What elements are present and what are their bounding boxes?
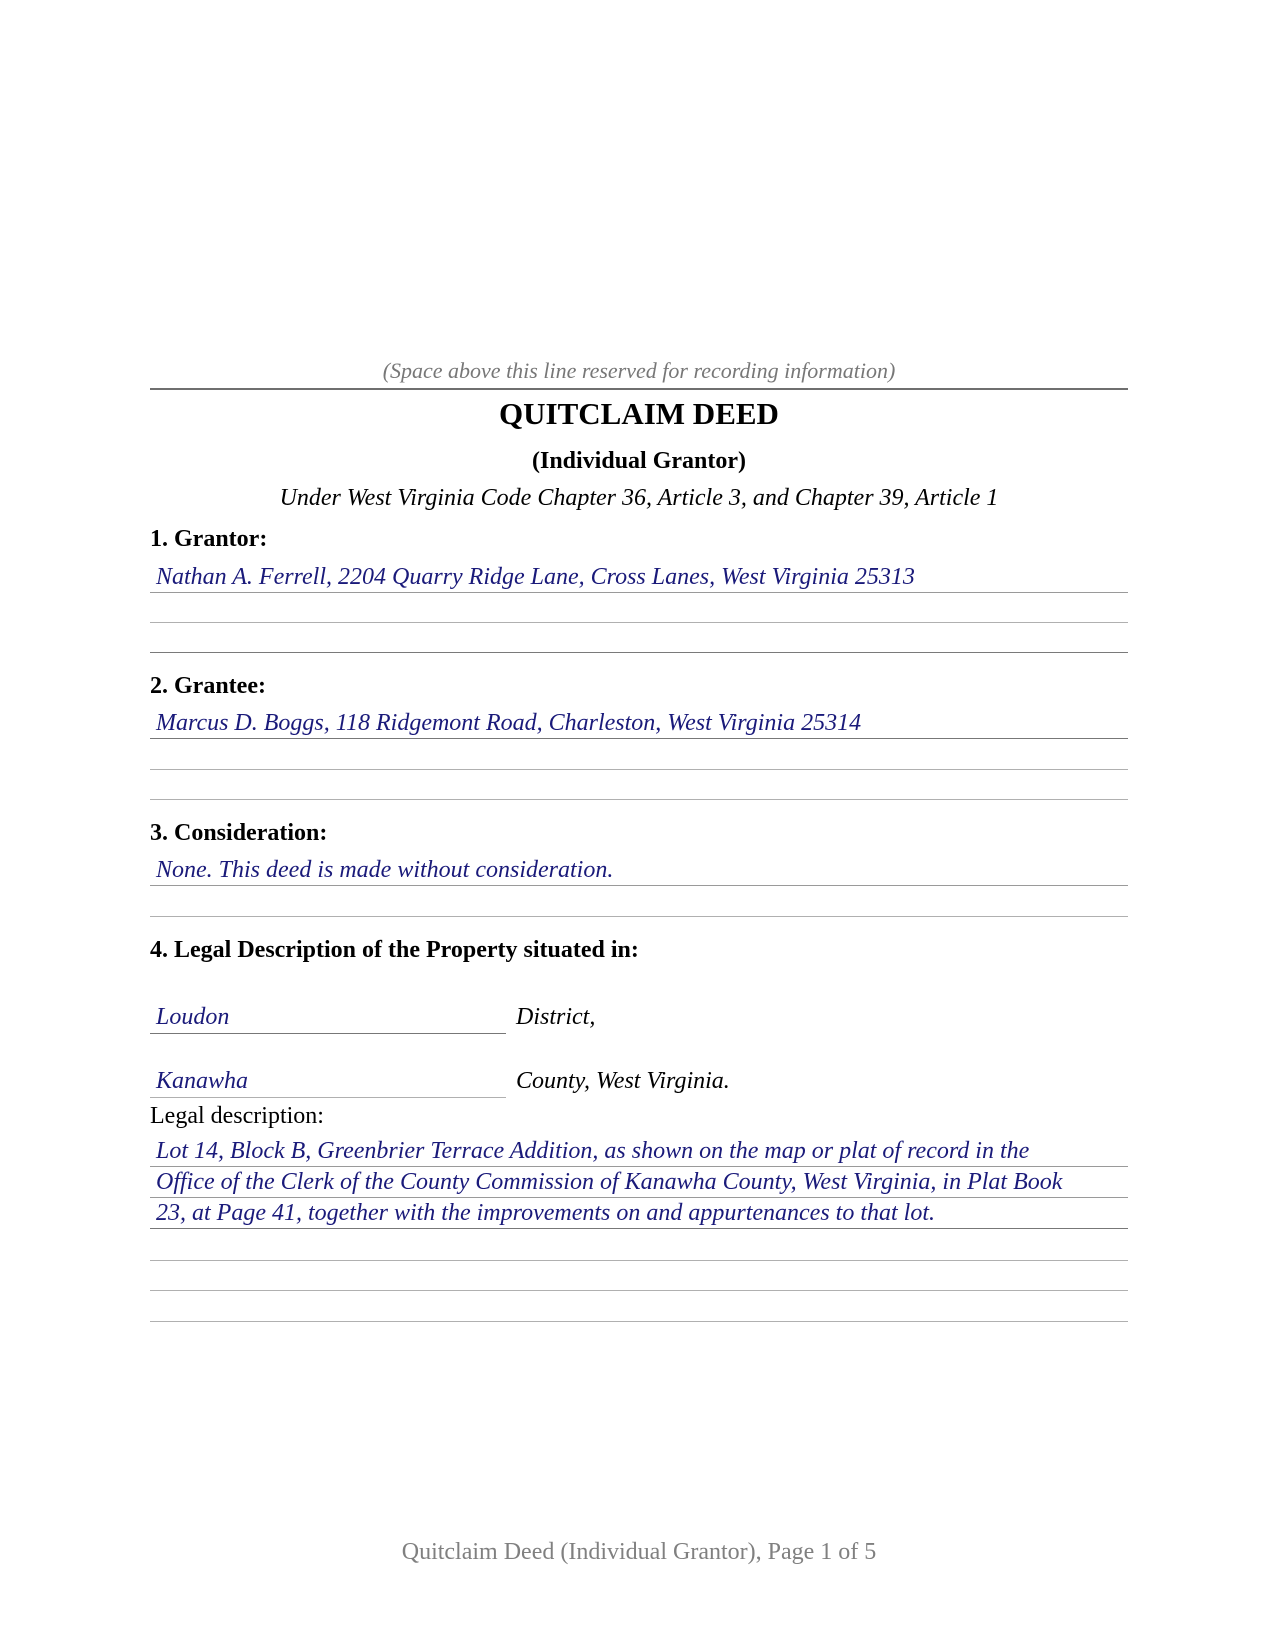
consideration-heading: 3. Consideration: [150, 820, 328, 846]
legal-description-heading: 4. Legal Description of the Property situated in: [150, 937, 639, 963]
legal-description-blank-line[interactable] [150, 1290, 1128, 1291]
legal-description-blank-line[interactable] [150, 1260, 1128, 1261]
legal-description-line[interactable]: Lot 14, Block B, Greenbrier Terrace Addition, as shown on the map or plat of record in the [150, 1136, 1128, 1167]
grantee-blank-line[interactable] [150, 799, 1128, 800]
statute-reference: Under West Virginia Code Chapter 36, Article 3, and Chapter 39, Article 1 [279, 485, 999, 511]
page-footer: Quitclaim Deed (Individual Grantor), Page 1 of 5 [401, 1539, 877, 1565]
grantee-field[interactable]: Marcus D. Boggs, 118 Ridgemont Road, Charleston, West Virginia 25314 [150, 708, 1128, 739]
grantor-blank-line[interactable] [150, 652, 1128, 653]
grantee-blank-line[interactable] [150, 769, 1128, 770]
legal-description-blank-line[interactable] [150, 1321, 1128, 1322]
consideration-field[interactable]: None. This deed is made without consideration. [150, 855, 1128, 886]
grantor-field[interactable]: Nathan A. Ferrell, 2204 Quarry Ridge Lane, Cross Lanes, West Virginia 25313 [150, 562, 1128, 593]
document-subtitle: (Individual Grantor) [531, 448, 747, 474]
grantor-heading: 1. Grantor: [150, 526, 268, 552]
district-label: District, [516, 1004, 596, 1030]
legal-description-line[interactable]: Office of the Clerk of the County Commission of Kanawha County, West Virginia, in Plat Book [150, 1167, 1128, 1198]
consideration-blank-line[interactable] [150, 916, 1128, 917]
legal-description-label: Legal description: [150, 1103, 324, 1129]
grantee-heading: 2. Grantee: [150, 673, 266, 699]
legal-description-line[interactable]: 23, at Page 41, together with the improvements on and appurtenances to that lot. [150, 1198, 1128, 1229]
county-label: County, West Virginia. [516, 1068, 730, 1094]
recording-reserved-note: (Space above this line reserved for recording information) [150, 356, 1128, 390]
district-field[interactable]: Loudon [150, 1002, 506, 1034]
county-field[interactable]: Kanawha [150, 1066, 506, 1098]
grantor-blank-line[interactable] [150, 622, 1128, 623]
document-title: QUITCLAIM DEED [499, 396, 779, 431]
